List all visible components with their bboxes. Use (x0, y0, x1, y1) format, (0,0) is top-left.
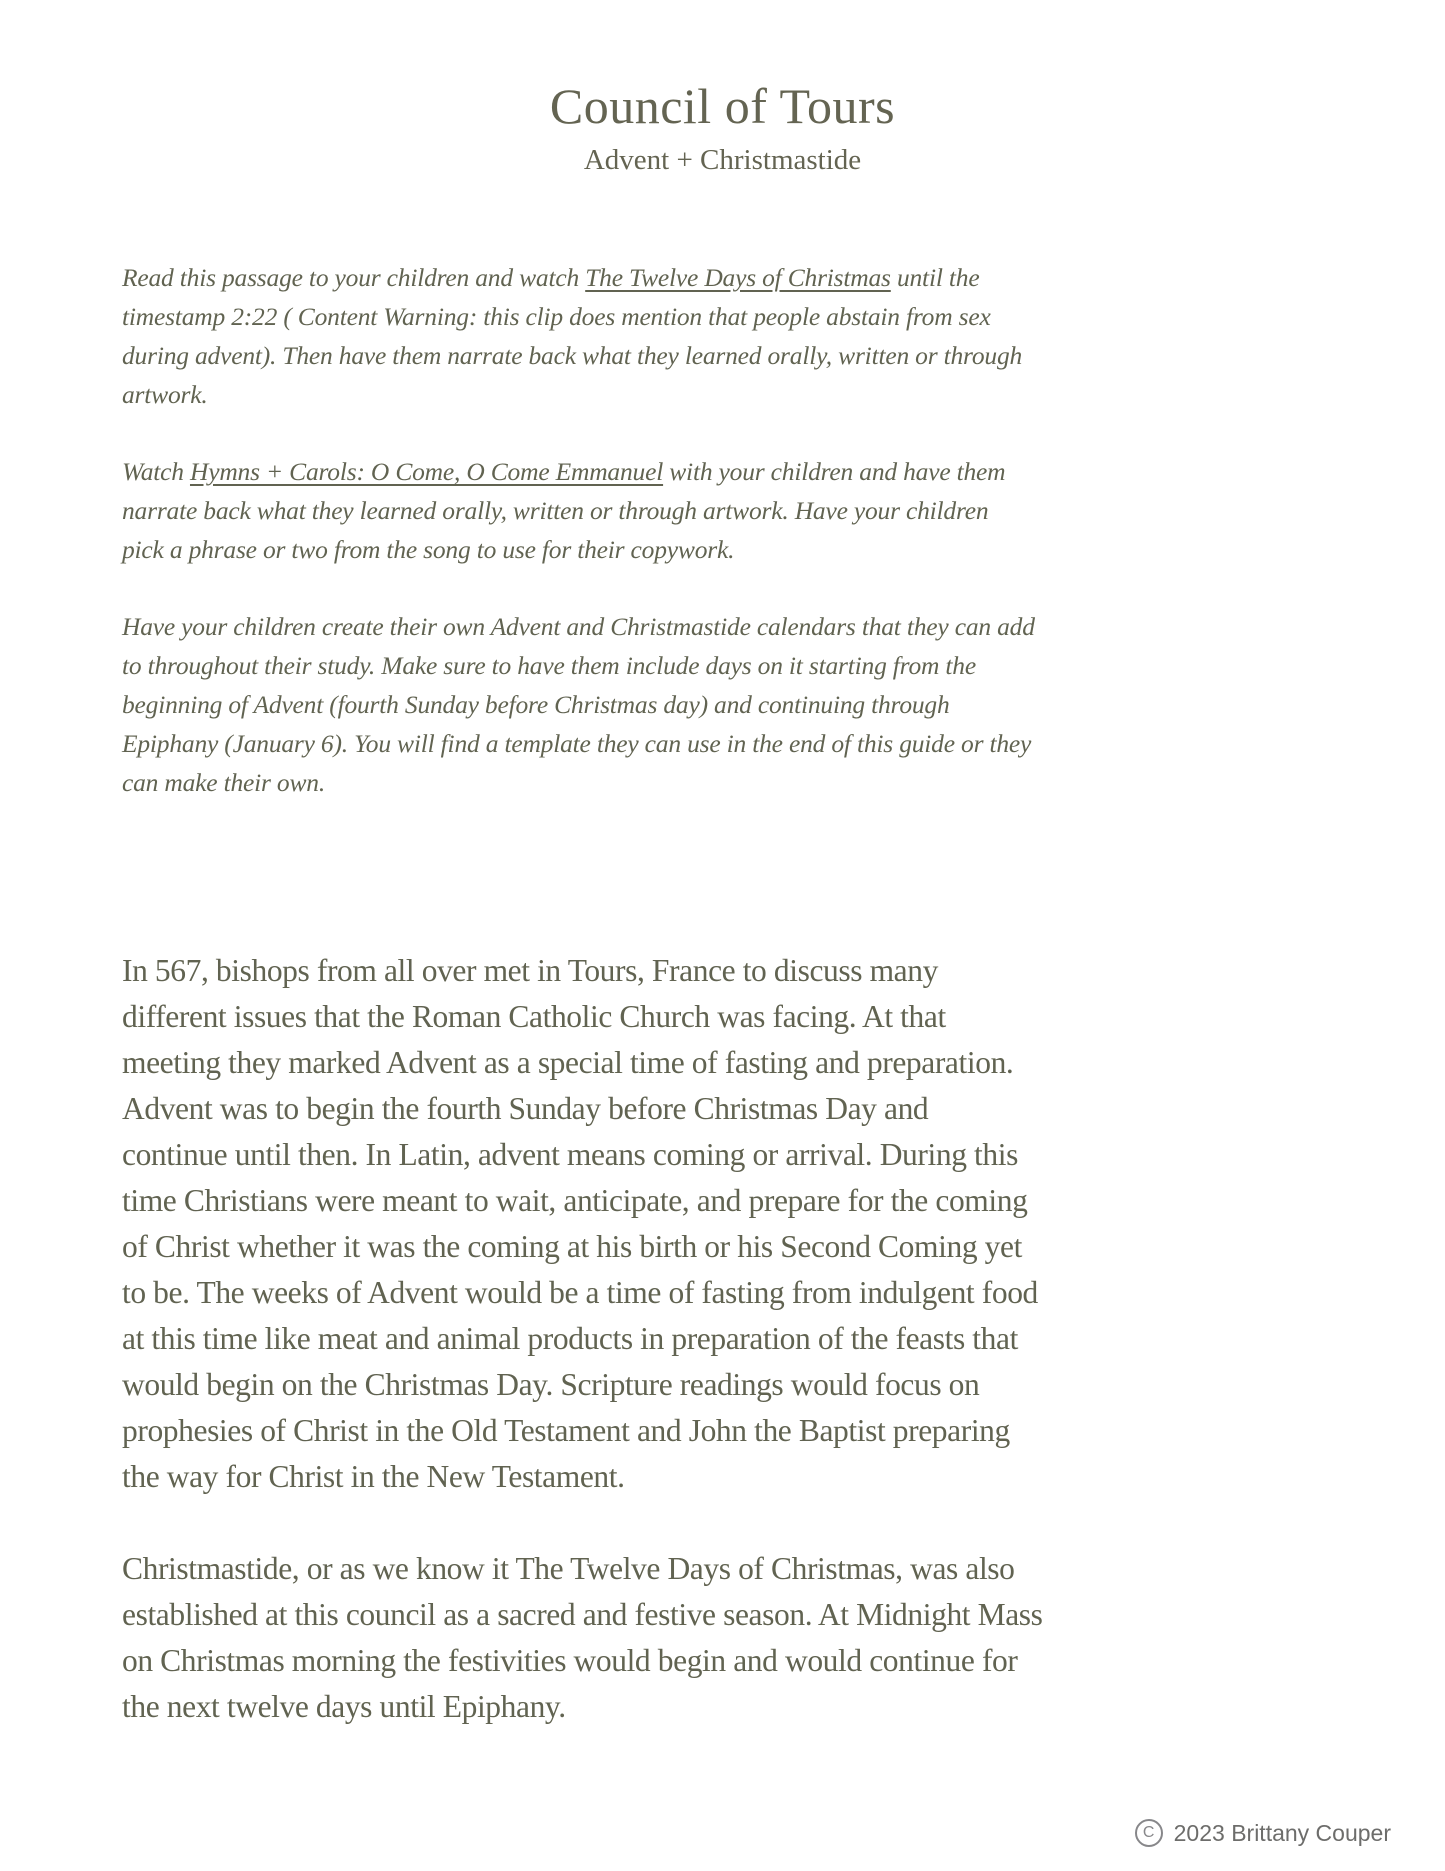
text-line: narrate back what they learned orally, written or through artwork. Have your children (122, 496, 989, 525)
text-line (122, 452, 1122, 491)
text-line (122, 258, 1122, 297)
text-line: continue until then. In Latin, advent means coming or arrival. During this (122, 1137, 1018, 1172)
text-line: can make their own. (122, 768, 325, 797)
text-line: at this time like meat and animal products in preparation of the feasts that (122, 1321, 1018, 1356)
text-line: to be. The weeks of Advent would be a time of fasting from indulgent food (122, 1275, 1038, 1310)
text-line: on Christmas morning the festivities would begin and would continue for (122, 1643, 1018, 1678)
text-line: the way for Christ in the New Testament. (122, 1459, 625, 1494)
text-line: would begin on the Christmas Day. Scripture readings would focus on (122, 1367, 980, 1402)
body-paragraph-2 (122, 1546, 1122, 1730)
text-line: the next twelve days until Epiphany. (122, 1689, 566, 1724)
page-title: Council of Tours (549, 78, 896, 134)
text-line: Christmastide, or as we know it The Twelve Days of Christmas, was also (122, 1551, 1015, 1586)
text-line: Epiphany (January 6). You will find a template they can use in the end of this guide or they (122, 729, 1032, 758)
text-line: Have your children create their own Advent and Christmastide calendars that they can add (122, 612, 1035, 641)
paragraph-text: Watch (122, 457, 190, 486)
text-line: established at this council as a sacred and festive season. At Midnight Mass (122, 1597, 1043, 1632)
instruction-paragraph-2 (122, 452, 1122, 569)
text-line: during advent). Then have them narrate back what they learned orally, written or through (122, 341, 1023, 370)
paragraph-text: until the (890, 263, 980, 292)
paragraph-text: with your children and have them (663, 457, 1006, 486)
page-content (122, 0, 1122, 1776)
text-line: pick a phrase or two from the song to use for their copywork. (122, 535, 735, 564)
page-subtitle: Advent + Christmastide (583, 144, 862, 176)
text-line: beginning of Advent (fourth Sunday before Christmas day) and continuing through (122, 690, 950, 719)
text-line: different issues that the Roman Catholic Church was facing. At that (122, 999, 946, 1034)
text-line: artwork. (122, 380, 208, 409)
copyright-icon: C (1135, 1819, 1163, 1847)
text-line: time Christians were meant to wait, anticipate, and prepare for the coming (122, 1183, 1028, 1218)
body-paragraph-1 (122, 948, 1122, 1500)
text-line: meeting they marked Advent as a special time of fasting and preparation. (122, 1045, 1014, 1080)
footer-credit-text: 2023 Brittany Couper (1173, 1819, 1391, 1846)
text-line: to throughout their study. Make sure to have them include days on it starting from the (122, 651, 976, 680)
hymns-carols-link[interactable]: Hymns + Carols: O Come, O Come Emmanuel (189, 457, 664, 486)
instructions-section (122, 258, 1122, 802)
twelve-days-of-christmas-link[interactable]: The Twelve Days of Christmas (585, 263, 891, 292)
text-line: of Christ whether it was the coming at his birth or his Second Coming yet (122, 1229, 1022, 1264)
text-line: timestamp 2:22 ( Content Warning: this clip does mention that people abstain from sex (122, 302, 991, 331)
body-section (122, 948, 1122, 1730)
footer-credit (1135, 1819, 1391, 1847)
text-line: Advent was to begin the fourth Sunday before Christmas Day and (122, 1091, 929, 1126)
instruction-paragraph-3 (122, 607, 1122, 802)
text-line: prophesies of Christ in the Old Testament and John the Baptist preparing (122, 1413, 1010, 1448)
instruction-paragraph-1 (122, 258, 1122, 414)
text-line: In 567, bishops from all over met in Tours, France to discuss many (122, 953, 938, 988)
paragraph-text: Read this passage to your children and watch (122, 263, 586, 292)
